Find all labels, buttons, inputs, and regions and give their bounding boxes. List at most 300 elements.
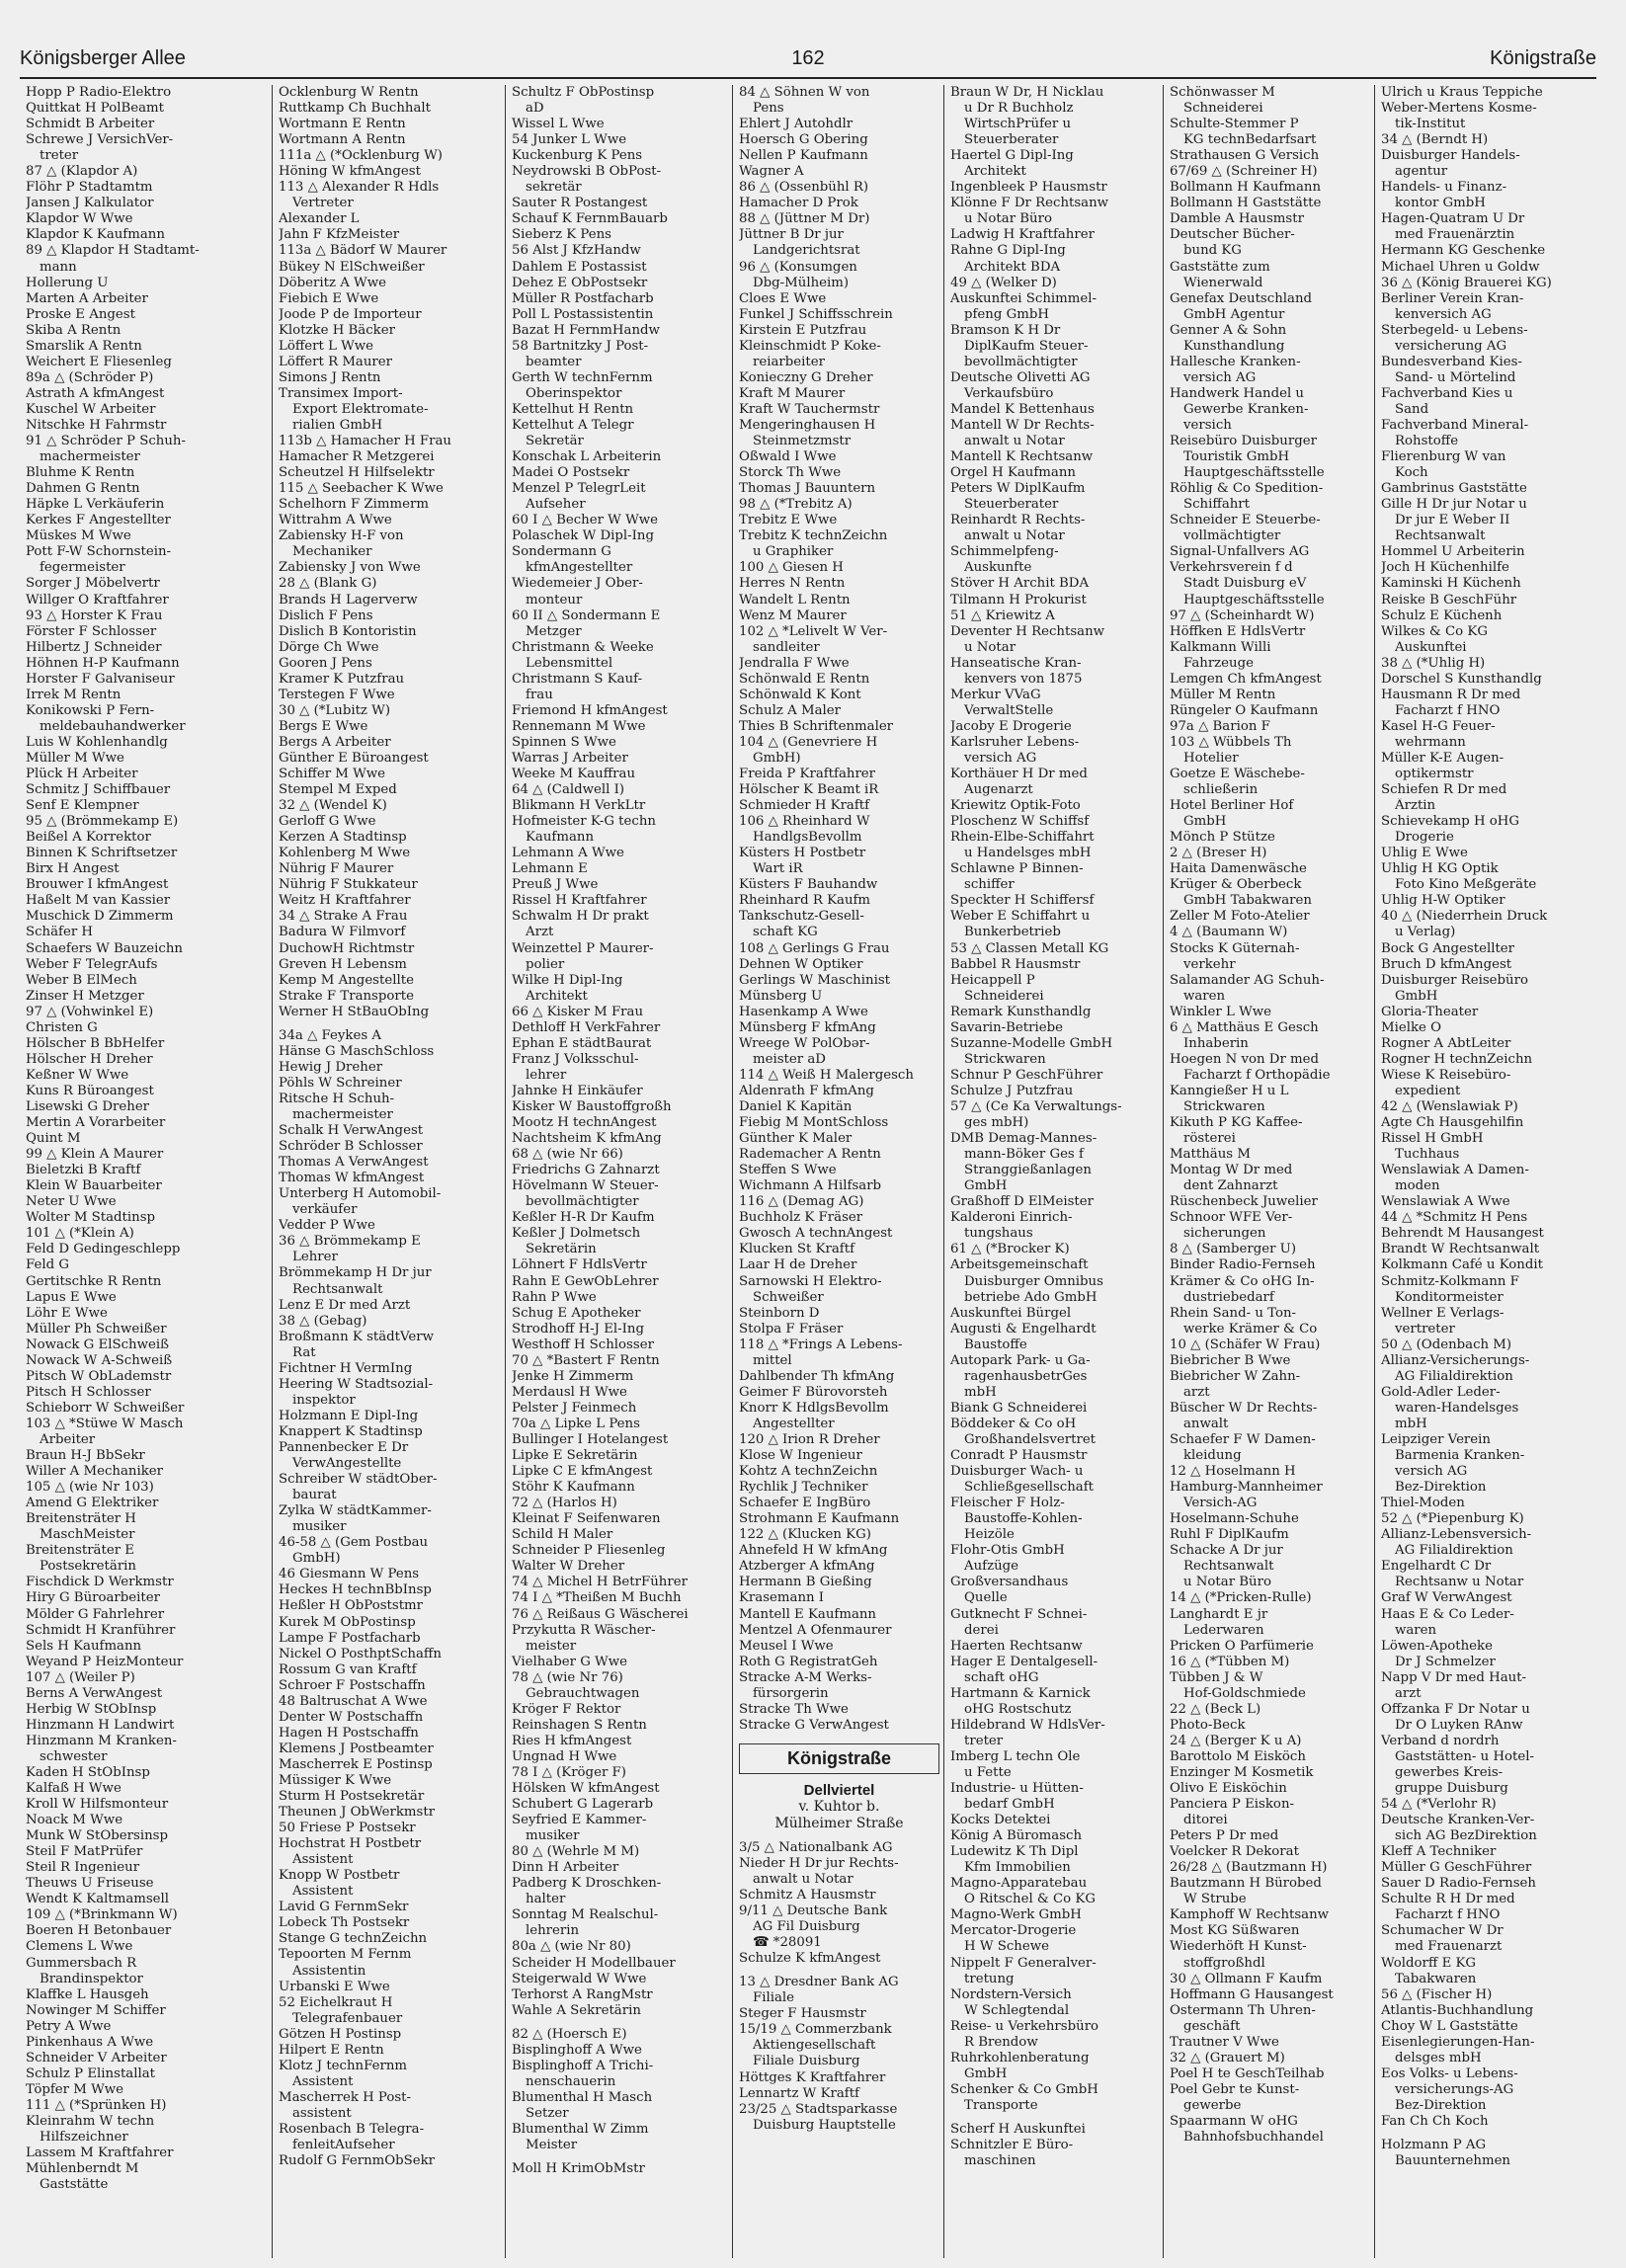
directory-entry: Mölder G Fahrlehrer	[26, 1606, 165, 1622]
directory-entry: Fachverband Kies u	[1381, 385, 1513, 401]
directory-entry: Gloria-Theater	[1381, 1004, 1479, 1019]
directory-entry: Hofmeister K-G techn	[512, 814, 656, 830]
directory-entry: Langhardt E jr	[1170, 1606, 1268, 1622]
directory-entry: Mechaniker	[292, 544, 372, 560]
directory-entry: Haertel G Dipl-Ing	[950, 148, 1074, 164]
directory-entry: Thiel-Moden	[1381, 1496, 1465, 1511]
directory-entry: Ephan E städtBaurat	[512, 1035, 652, 1051]
directory-entry: Nachtsheim K kfmAng	[512, 1131, 662, 1147]
directory-entry: Ocklenburg W Rentn	[279, 85, 419, 100]
directory-entry: Tilmann H Prokurist	[950, 592, 1087, 608]
directory-entry: Magno-Werk GmbH	[950, 1907, 1082, 1923]
directory-entry: Assistent	[292, 2073, 354, 2089]
directory-entry: 100 △ Giesen H	[739, 560, 844, 576]
directory-entry: 38 △ (*Uhlig H)	[1381, 655, 1486, 671]
directory-entry: 12 △ Hoselmann H	[1170, 1464, 1296, 1480]
directory-entry	[739, 1967, 939, 1975]
directory-entry: Dr J Schmelzer	[1395, 1654, 1496, 1669]
directory-entry: Sand	[1395, 401, 1429, 417]
directory-entry: 24 △ (Berger K u A)	[1170, 1733, 1302, 1748]
directory-entry: Bruch D kfmAngest	[1381, 956, 1512, 972]
directory-entry: Jahn F KfzMeister	[279, 227, 400, 243]
directory-column-6	[1164, 85, 1375, 2258]
directory-entry: König A Büromasch	[950, 1828, 1083, 1844]
directory-entry: Dörge Ch Wwe	[279, 639, 379, 655]
directory-column-1	[20, 85, 273, 2258]
directory-entry: fenleitAufseher	[292, 2138, 395, 2153]
directory-entry: Wiese K Reisebüro-	[1381, 1067, 1511, 1083]
directory-entry: Preuß J Wwe	[512, 877, 599, 893]
directory-entry: Schaefer E IngBüro	[739, 1496, 871, 1511]
directory-entry: oHG Rostschutz	[964, 1701, 1072, 1717]
directory-entry: Filiale	[753, 1990, 795, 2006]
directory-entry: Stange G technZeichn	[279, 1931, 428, 1947]
directory-entry: Willer A Mechaniker	[26, 1464, 163, 1480]
directory-entry: Krasemann I	[739, 1590, 825, 1606]
directory-entry: 118 △ *Frings A Lebens-	[739, 1336, 903, 1352]
directory-entry: Kunsthandlung	[1183, 338, 1285, 354]
directory-entry: 16 △ (*Tübben M)	[1170, 1654, 1290, 1669]
directory-entry: Dbg-Mülheim)	[753, 275, 850, 290]
directory-entry: Rahn E GewObLehrer	[512, 1273, 659, 1289]
directory-entry: Atzberger A kfmAng	[739, 1559, 875, 1575]
district-name: Dellviertel	[803, 1781, 875, 1799]
directory-entry: Feld G	[26, 1257, 69, 1273]
directory-entry: Feld D Gedingeschlepp	[26, 1242, 181, 1257]
directory-entry: Gille H Dr jur Notar u	[1381, 497, 1527, 513]
directory-entry: Sterbegeld- u Lebens-	[1381, 322, 1528, 338]
directory-entry: Willger O Kraftfahrer	[26, 592, 169, 608]
directory-entry: 46 Giesmann W Pens	[279, 1567, 420, 1582]
directory-entry: versicherung AG	[1395, 338, 1507, 354]
directory-entry: Badura W Filmvorf	[279, 925, 406, 940]
directory-entry: Rahn P Wwe	[512, 1289, 597, 1305]
directory-entry: Quittkat H PolBeamt	[26, 101, 164, 117]
directory-entry: Rohstoffe	[1395, 434, 1459, 449]
directory-entry: Schnur P GeschFührer	[950, 1067, 1103, 1083]
directory-entry: Gewerbe Kranken-	[1183, 401, 1309, 417]
directory-entry: schließerin	[1183, 782, 1259, 798]
directory-entry: WirtschPrüfer u	[964, 117, 1072, 132]
directory-entry: Steigerwald W Wwe	[512, 1971, 647, 1986]
directory-entry: Stolpa F Fräser	[739, 1321, 844, 1336]
directory-entry: GmbH Tabakwaren	[1183, 893, 1312, 909]
directory-entry: Dislich F Pens	[279, 608, 373, 623]
directory-entry: Thomas J Bauuntern	[739, 481, 876, 497]
directory-entry: Höning W kfmAngest	[279, 164, 421, 180]
directory-entry: Hopp P Radio-Elektro	[26, 85, 172, 100]
directory-entry: Heckes H technBbInsp	[279, 1582, 432, 1598]
directory-entry: Kerkes F Angestellter	[26, 513, 171, 528]
directory-entry: Nitschke H Fahrmstr	[26, 417, 167, 433]
directory-entry: GmbH	[964, 1178, 1008, 1194]
directory-entry: u Fette	[964, 1764, 1012, 1780]
directory-entry: ☎ *28091	[753, 1935, 822, 1951]
directory-entry: Trebitz E Wwe	[739, 513, 838, 528]
directory-entry: 76 △ Reißaus G Wäscherei	[512, 1606, 689, 1622]
directory-entry: Gaststätte zum	[1170, 259, 1270, 275]
directory-entry: Conradt P Hausmstr	[950, 1448, 1088, 1464]
directory-entry: Dorschel S Kunsthandlg	[1381, 671, 1542, 687]
directory-entry: Hinzmann H Landwirt	[26, 1717, 175, 1733]
directory-entry: Schroer F Postschaffn	[279, 1677, 426, 1693]
directory-entry: Kramer K Putzfrau	[279, 671, 405, 687]
directory-entry: 111a △ (*Ocklenburg W)	[279, 148, 443, 164]
directory-entry: monteur	[526, 592, 583, 608]
directory-entry: Jansen J Kalkulator	[26, 196, 154, 211]
directory-entry: Smarslik A Rentn	[26, 338, 142, 354]
directory-entry: Steuerberater	[964, 497, 1059, 513]
directory-entry: Simons J Rentn	[279, 369, 381, 385]
directory-entry: Postsekretärin	[40, 1559, 136, 1575]
directory-entry: Choy W L Gaststätte	[1381, 2018, 1518, 2034]
directory-entry: musiker	[526, 1828, 580, 1844]
directory-entry: Schild H Maler	[512, 1527, 613, 1543]
directory-entry: Rhein Sand- u Ton-	[1170, 1305, 1297, 1321]
directory-entry: DMB Demag-Mannes-	[950, 1131, 1098, 1147]
directory-entry: Klein W Bauarbeiter	[26, 1178, 162, 1194]
directory-entry: Günther E Büroangest	[279, 750, 429, 766]
directory-entry: 48 Baltruschat A Wwe	[279, 1693, 428, 1709]
directory-entry: Stempel M Exped	[279, 782, 397, 798]
directory-entry: 32 △ (Wendel K)	[279, 798, 387, 814]
directory-entry: Werner H StBauObIng	[279, 1004, 430, 1019]
directory-entry: Schmitz-Kolkmann F	[1381, 1273, 1519, 1289]
directory-entry: Bergs A Arbeiter	[279, 734, 391, 750]
directory-entry: 99 △ Klein A Maurer	[26, 1147, 164, 1163]
directory-entry: Schrewe J VersichVer-	[26, 132, 174, 148]
directory-entry: Scherf H Auskunftei	[950, 2122, 1086, 2137]
directory-entry: Kuschel W Arbeiter	[26, 401, 156, 417]
directory-entry: Fiebig M MontSchloss	[739, 1115, 889, 1131]
directory-entry: Schulze J Putzfrau	[950, 1083, 1074, 1098]
directory-entry: frau	[526, 687, 553, 702]
directory-entry: Damble A Hausmstr	[1170, 211, 1304, 227]
directory-entry: Braun H-J BbSekr	[26, 1448, 145, 1464]
directory-entry: Müller K-E Augen-	[1381, 750, 1504, 766]
directory-entry: Bollmann H Kaufmann	[1170, 180, 1322, 196]
directory-entry: Klotzke H Bäcker	[279, 322, 395, 338]
directory-entry: meister	[526, 1638, 577, 1654]
directory-entry: Lipke C E kfmAngest	[512, 1464, 653, 1480]
directory-entry: Nührig F Stukkateur	[279, 877, 418, 893]
directory-entry: Boeren H Betonbauer	[26, 1923, 172, 1939]
directory-entry: Weitz H Kraftfahrer	[279, 893, 411, 909]
directory-entry: Gerth W technFernm	[512, 369, 653, 385]
directory-entry: expedient	[1395, 1083, 1461, 1098]
directory-entry: Graf W VerwAngest	[1381, 1590, 1512, 1606]
directory-entry: Quint M	[26, 1131, 81, 1147]
directory-entry: 13 △ Dresdner Bank AG	[739, 1975, 899, 1990]
directory-entry: Hartmann & Karnick	[950, 1685, 1091, 1701]
directory-entry: Baustoffe-Kohlen-	[964, 1511, 1083, 1527]
directory-entry: Strickwaren	[1183, 1099, 1265, 1114]
directory-entry: Jendralla F Wwe	[739, 655, 850, 671]
directory-entry: W Strube	[1183, 1892, 1247, 1907]
directory-entry: 34a △ Feykes A	[279, 1027, 381, 1043]
directory-entry: Pens	[753, 101, 784, 117]
directory-entry: Rychlik J Techniker	[739, 1480, 868, 1496]
directory-entry: Lampe F Postfacharb	[279, 1630, 421, 1646]
directory-entry: 54 Junker L Wwe	[512, 132, 627, 148]
directory-entry: Breitensträter E	[26, 1543, 134, 1559]
directory-entry: Schmidt H Kranführer	[26, 1622, 176, 1638]
directory-entry: Pannenbecker E Dr	[279, 1439, 409, 1455]
directory-entry: Woldorff E KG	[1381, 1955, 1477, 1971]
directory-entry: Hollerung U	[26, 275, 109, 290]
directory-entry: Aufzüge	[964, 1559, 1019, 1575]
directory-entry: Sekretärin	[526, 1242, 597, 1257]
directory-entry: 56 △ (Fischer H)	[1381, 1986, 1493, 2002]
directory-entry: versich	[1183, 417, 1232, 433]
directory-entry: Filiale Duisburg	[753, 2054, 860, 2069]
directory-entry: Hoffmann G Hausangest	[1170, 1986, 1334, 2002]
directory-entry: Laar H de Dreher	[739, 1257, 857, 1273]
directory-entry: Blumenthal H Masch	[512, 2089, 653, 2105]
directory-entry: Schweißer	[753, 1289, 824, 1305]
directory-entry: Klotz J technFernm	[279, 2058, 408, 2073]
directory-entry: 44 △ *Schmitz H Pens	[1381, 1210, 1528, 1226]
directory-entry: Gold-Adler Leder-	[1381, 1384, 1501, 1400]
directory-entry: Bramson K H Dr	[950, 322, 1061, 338]
directory-entry: Agte Ch Hausgehilfin	[1381, 1115, 1524, 1131]
directory-entry: Jenke H Zimmerm	[512, 1368, 634, 1384]
directory-entry: Bullinger I Hotelangest	[512, 1431, 669, 1447]
page-header	[20, 43, 1596, 79]
directory-entry: Flöhr P Stadtamtm	[26, 180, 153, 196]
directory-entry: Unterberg H Automobil-	[279, 1186, 442, 1202]
directory-entry: beamter	[526, 354, 582, 369]
directory-entry: Duisburger Handels-	[1381, 148, 1520, 164]
directory-entry: Proske E Angest	[26, 306, 135, 322]
directory-entry: Wenz M Maurer	[739, 608, 847, 623]
directory-entry: verkäufer	[292, 1202, 358, 1218]
directory-entry: Hölscher K Beamt iR	[739, 782, 879, 798]
directory-entry: Weber-Mertens Kosme-	[1381, 101, 1537, 117]
directory-entry: Facharzt f HNO	[1395, 702, 1501, 718]
directory-entry: Schreiber W städtOber-	[279, 1472, 438, 1488]
directory-entry: Steuerberater	[964, 132, 1059, 148]
directory-entry: 26/28 △ (Bautzmann H)	[1170, 1860, 1328, 1876]
directory-entry: 57 △ (Ce Ka Verwaltungs-	[950, 1099, 1122, 1114]
directory-entry: Knopp W Postbetr	[279, 1868, 400, 1884]
directory-entry: Schnitzler E Büro-	[950, 2138, 1074, 2153]
directory-entry: Angestellter	[753, 1416, 835, 1431]
directory-entry: Duisburger Reisebüro	[1381, 972, 1528, 988]
directory-entry: Zinser H Metzger	[26, 988, 144, 1004]
directory-entry: Heering W Stadtsozial-	[279, 1376, 434, 1392]
directory-entry: 61 △ (*Brocker K)	[950, 1242, 1070, 1257]
directory-entry: Biebricher B Wwe	[1170, 1352, 1291, 1368]
directory-entry: 42 △ (Wenslawiak P)	[1381, 1099, 1518, 1114]
directory-entry: Scheutzel H Hilfselektr	[279, 465, 435, 481]
street-range: Mülheimer Straße	[774, 1815, 904, 1831]
directory-entry: Offzanka F Dr Notar u	[1381, 1701, 1530, 1717]
directory-entry: Bollmann H Gaststätte	[1170, 196, 1322, 211]
directory-entry: Verkehrsverein f d	[1170, 560, 1293, 576]
directory-entry: 102 △ *Lelivelt W Ver-	[739, 623, 888, 639]
directory-entry: versich AG	[1183, 369, 1257, 385]
directory-entry: GmbH)	[753, 750, 801, 766]
directory-entry: 113a △ Bädorf W Maurer	[279, 243, 447, 259]
directory-entry: Dehnen W Optiker	[739, 956, 863, 972]
directory-entry: dustriebedarf	[1183, 1289, 1274, 1305]
directory-entry: Auskunftei Schimmel-	[950, 290, 1097, 306]
directory-entry: Hasenkamp A Wwe	[739, 1004, 868, 1019]
directory-entry: Transporte	[964, 2097, 1038, 2113]
directory-entry: Kemp M Angestellte	[279, 972, 414, 988]
directory-entry: Heßler H ObPoststmr	[279, 1598, 423, 1614]
directory-entry: Knorr K HdlgsBevollm	[739, 1400, 889, 1416]
directory-entry: Rennemann M Wwe	[512, 718, 646, 734]
directory-entry: Trautner V Wwe	[1170, 2034, 1279, 2050]
directory-entry: 88 △ (Jüttner M Dr)	[739, 211, 870, 227]
directory-entry: Buchholz K Fräser	[739, 1210, 863, 1226]
directory-entry: Hoselmann-Schuhe	[1170, 1511, 1299, 1527]
directory-entry: 97 △ (Vohwinkel E)	[26, 1004, 154, 1019]
directory-entry	[950, 2114, 1159, 2122]
directory-entry: Bundesverband Kies-	[1381, 354, 1522, 369]
directory-entry: Hinzmann M Kranken-	[26, 1733, 177, 1748]
directory-entry: stoffgroßhdl	[1183, 1955, 1265, 1971]
directory-entry: Kolkmann Café u Kondit	[1381, 1257, 1543, 1273]
directory-entry: Poel H te GeschTeilhab	[1170, 2066, 1325, 2081]
directory-entry: Ludewitz K Th Dipl	[950, 1844, 1079, 1860]
directory-entry: Barottolo M Eisköch	[1170, 1748, 1306, 1764]
directory-entry: kenvers von 1875	[964, 671, 1083, 687]
directory-entry: Schulze K kfmAngest	[739, 1951, 881, 1967]
directory-entry: Wellner E Verlags-	[1381, 1305, 1504, 1321]
directory-entry: Rüschenbeck Juwelier	[1170, 1194, 1318, 1210]
directory-entry: DuchowH Richtmstr	[279, 940, 415, 956]
directory-entry: Schneider V Arbeiter	[26, 2050, 167, 2066]
directory-entry: 96 △ (Konsumgen	[739, 259, 857, 275]
directory-entry: Strathausen G Versich	[1170, 148, 1320, 164]
directory-entry: Hölscher H Dreher	[26, 1051, 153, 1067]
directory-entry: 23/25 △ Stadtsparkasse	[739, 2101, 898, 2117]
directory-entry: fegermeister	[40, 560, 125, 576]
directory-entry: Sondermann G	[512, 544, 611, 560]
directory-entry: 64 △ (Caldwell I)	[512, 782, 625, 798]
directory-entry: Lassem M Kraftfahrer	[26, 2146, 174, 2161]
directory-entry: Blumenthal W Zimm	[512, 2122, 649, 2137]
directory-entry: Kettelhut H Rentn	[512, 401, 634, 417]
directory-entry: Jacoby E Drogerie	[950, 718, 1072, 734]
directory-entry: Rogner A AbtLeiter	[1381, 1035, 1511, 1051]
directory-entry: Konditormeister	[1395, 1289, 1504, 1305]
directory-entry: Deutscher Bücher-	[1170, 227, 1295, 243]
directory-entry: Wiedemeier J Ober-	[512, 576, 643, 592]
directory-entry: Christen G	[26, 1019, 98, 1035]
directory-entry: Höhnen H-P Kaufmann	[26, 655, 180, 671]
directory-entry: Gaststätte	[40, 2177, 109, 2193]
directory-entry: 109 △ (*Brinkmann W)	[26, 1907, 178, 1923]
directory-entry: Biank G Schneiderei	[950, 1400, 1088, 1416]
directory-entry: 113b △ Hamacher H Frau	[279, 434, 451, 449]
directory-entry: Heizöle	[964, 1527, 1015, 1543]
directory-entry: Schneiderei	[964, 988, 1044, 1004]
directory-entry: Rat	[292, 1344, 316, 1360]
directory-entry: Peters P Dr med	[1170, 1828, 1279, 1844]
directory-entry: werke Krämer & Co	[1183, 1321, 1318, 1336]
directory-entry: ges mbH)	[964, 1115, 1029, 1131]
directory-entry: Vielhaber G Wwe	[512, 1654, 627, 1669]
directory-entry: Mascherrek H Post-	[279, 2089, 412, 2105]
directory-entry: 58 Bartnitzky J Post-	[512, 338, 649, 354]
directory-entry: 36 △ (König Brauerei KG)	[1381, 275, 1552, 290]
directory-entry: Hoersch G Obering	[739, 132, 868, 148]
directory-entry: Moll H KrimObMstr	[512, 2161, 645, 2177]
directory-entry: Schröder B Schlosser	[279, 1139, 423, 1155]
directory-entry: Schiefen R Dr med	[1381, 782, 1507, 798]
directory-entry: waren-Handelsges	[1395, 1400, 1519, 1416]
directory-entry: Sonntag M Realschul-	[512, 1907, 659, 1923]
directory-entry: Berliner Verein Kran-	[1381, 290, 1524, 306]
directory-entry: Konikowski P Fern-	[26, 702, 155, 718]
directory-entry: arzt	[1183, 1384, 1210, 1400]
directory-entry: Przykutta R Wäscher-	[512, 1622, 656, 1638]
directory-entry: Christmann S Kauf-	[512, 671, 643, 687]
directory-entry: rialien GmbH	[292, 417, 383, 433]
directory-entry: Pricken O Parfümerie	[1170, 1638, 1314, 1654]
directory-entry: Bock G Angestellter	[1381, 940, 1515, 956]
directory-entry: Speckter H Schiffersf	[950, 893, 1095, 909]
directory-entry: Pöhls W Schreiner	[279, 1075, 402, 1091]
directory-entry: Schlawne P Binnen-	[950, 861, 1084, 877]
directory-entry: VerwaltStelle	[964, 702, 1054, 718]
directory-entry: 120 △ Irion R Dreher	[739, 1431, 880, 1447]
directory-entry: Hotel Berliner Hof	[1170, 798, 1294, 814]
directory-entry: AG Fil Duisburg	[753, 1919, 860, 1935]
directory-entry: Stadt Duisburg eV	[1183, 576, 1307, 592]
directory-entry: Kirstein E Putzfrau	[739, 322, 867, 338]
directory-entry: 14 △ (*Pricken-Rulle)	[1170, 1590, 1312, 1606]
directory-entry: Fan Ch Ch Koch	[1381, 2114, 1489, 2129]
directory-entry: 116 △ (Demag AG)	[739, 1194, 864, 1210]
directory-entry: Christmann & Weeke	[512, 639, 654, 655]
directory-entry: derei	[964, 1622, 999, 1638]
directory-entry: Ungnad H Wwe	[512, 1748, 617, 1764]
directory-entry: Merdausl H Wwe	[512, 1384, 627, 1400]
directory-entry: Mandel K Bettenhaus	[950, 401, 1095, 417]
directory-entry: Ruhrkohlenberatung	[950, 2050, 1090, 2066]
directory-entry: Poel Gebr te Kunst-	[1170, 2081, 1300, 2097]
directory-entry: Röhlig & Co Spedition-	[1170, 481, 1324, 497]
directory-entry: 6 △ Matthäus E Gesch	[1170, 1019, 1319, 1035]
directory-entry: aD	[526, 101, 544, 117]
page-number: 162	[791, 47, 825, 69]
directory-entry: Steffen S Wwe	[739, 1163, 837, 1178]
directory-entry: waren	[1183, 988, 1226, 1004]
directory-entry: Hermann KG Geschenke	[1381, 243, 1546, 259]
directory-entry: Lederwaren	[1183, 1622, 1264, 1638]
directory-entry: Biebricher W Zahn-	[1170, 1368, 1301, 1384]
directory-entry: Ehlert J Autohdlr	[739, 117, 854, 132]
directory-entry: Müskes M Wwe	[26, 528, 131, 544]
directory-entry: Hövelmann W Steuer-	[512, 1178, 659, 1194]
directory-column-4	[733, 85, 944, 2258]
directory-entry: Magno-Apparatebau	[950, 1876, 1088, 1892]
directory-entry: Klönne F Dr Rechtsanw	[950, 196, 1109, 211]
directory-entry: Suzanne-Modelle GmbH	[950, 1035, 1113, 1051]
directory-entry: Industrie- u Hütten-	[950, 1781, 1084, 1797]
directory-entry: Urbanski E Wwe	[279, 1979, 390, 1994]
directory-entry: Nowack G ElSchweiß	[26, 1336, 169, 1352]
directory-entry: 2 △ (Breser H)	[1170, 846, 1267, 861]
directory-entry: Senf E Klempner	[26, 798, 139, 814]
directory-entry: Mielke O	[1381, 1019, 1442, 1035]
directory-entry: Lebensmittel	[526, 655, 613, 671]
